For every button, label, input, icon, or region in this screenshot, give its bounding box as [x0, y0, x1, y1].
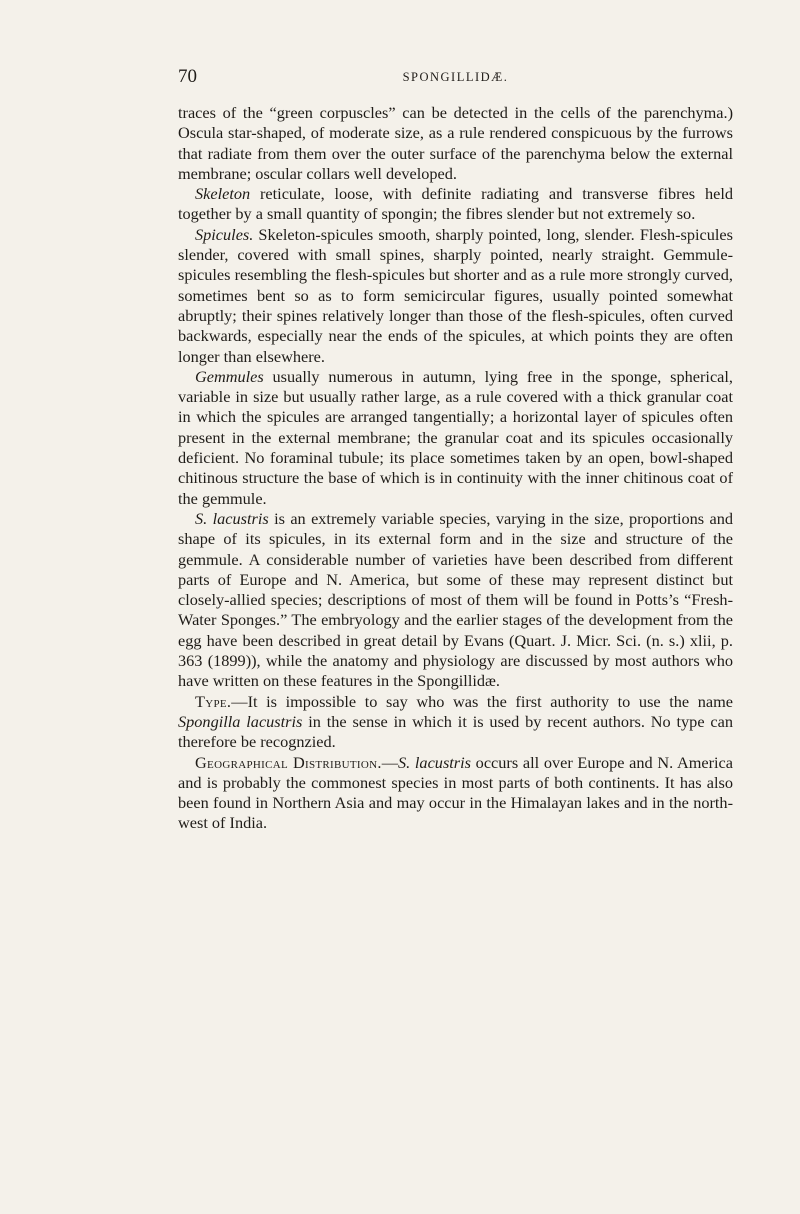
paragraph-text: —: [381, 752, 399, 772]
paragraph-lead: Spicules.: [195, 224, 254, 244]
paragraph-lead: Gemmules: [195, 366, 264, 386]
paragraph-gemmules: [178, 367, 733, 509]
paragraph-lacustris: [178, 509, 733, 692]
paragraph-text-end: occurs all over Europe and N. America and is probably the commonest species in most parts of both continents. It has also been found in Northern Asia and may occur in the Himalayan lakes and in the north-west of India.: [178, 752, 733, 833]
paragraph-lead: Geographical Distribution.: [195, 752, 382, 772]
paragraph-italic: S. lacustris: [398, 752, 471, 772]
paragraph-text: —It is impossible to say who was the first authority to use the name: [231, 691, 733, 711]
paragraph-text: is an extremely variable species, varying in the size, proportions and shape of its spicules, in its external form and in the size and structure of the gemmule. A considerable number of varieties have been described from different parts of Europe and N. America, but some of these may represent distinct but closely-allied species; descriptions of most of them will be found in Potts’s “Fresh-Water Sponges.” The embryology and the earlier stages of the development from the egg have been described in great detail by Evans (Quart. J. Micr. Sci. (n. s.) xlii, p. 363 (1899)), while the anatomy and physiology are discussed by most authors who have written on these features in the Spongillidæ.: [178, 508, 733, 691]
paragraph-spicules: [178, 225, 733, 367]
paragraph-lead: S. lacustris: [195, 508, 269, 528]
running-head: SPONGILLIDÆ.: [402, 70, 509, 84]
paragraph-text: Skeleton-spicules smooth, sharply pointed, long, slender. Flesh-spicules slender, covered with small spines, sharply pointed, nearly straight. Gemmule-spicules resembling the flesh-spicules but shorter and as a rule more strongly curved, sometimes bent so as to form semicircular figures, usually pointed somewhat abruptly; their spines relatively longer than those of the flesh-spicules, often curved backwards, especially near the ends of the spicules, at which points they are often longer than elsewhere.: [178, 224, 733, 366]
paragraph-italic: Spongilla lacustris: [178, 711, 303, 731]
body-text: [178, 103, 733, 834]
page-number: 70: [178, 66, 197, 87]
paragraph-skeleton: [178, 184, 733, 225]
paragraph-continuation: [178, 103, 733, 184]
paragraph-lead: Skeleton: [195, 184, 251, 204]
page-header: [178, 66, 733, 90]
paragraph-text: usually numerous in autumn, lying free in the sponge, spherical, variable in size but usually rather large, as a rule covered with a thick granular coat in which the spicules are arranged tangentially; a horizontal layer of spicules often present in the external membrane; the granular coat and its spicules occasionally deficient. No foraminal tubule; its place sometimes taken by an open, bowl-shaped chitinous structure the base of which is in continuity with the inner chitinous coat of the gemmule.: [178, 366, 733, 508]
paragraph-text: traces of the “green corpuscles” can be detected in the cells of the parenchyma.) Oscula star-shaped, of moderate size, as a rule rendered conspicuous by the furrows that radiate from them over the outer surface of the parenchyma below the external membrane; oscular collars well developed.: [178, 103, 733, 183]
paragraph-text: reticulate, loose, with definite radiating and transverse fibres held together by a small quantity of spongin; the fibres slender but not extremely so.: [178, 184, 733, 224]
paragraph-type: [178, 692, 733, 753]
paragraph-text-end: in the sense in which it is used by recent authors. No type can therefore be recognzied.: [178, 711, 734, 752]
paragraph-lead: Type.: [195, 691, 232, 711]
paragraph-distribution: [178, 753, 733, 834]
